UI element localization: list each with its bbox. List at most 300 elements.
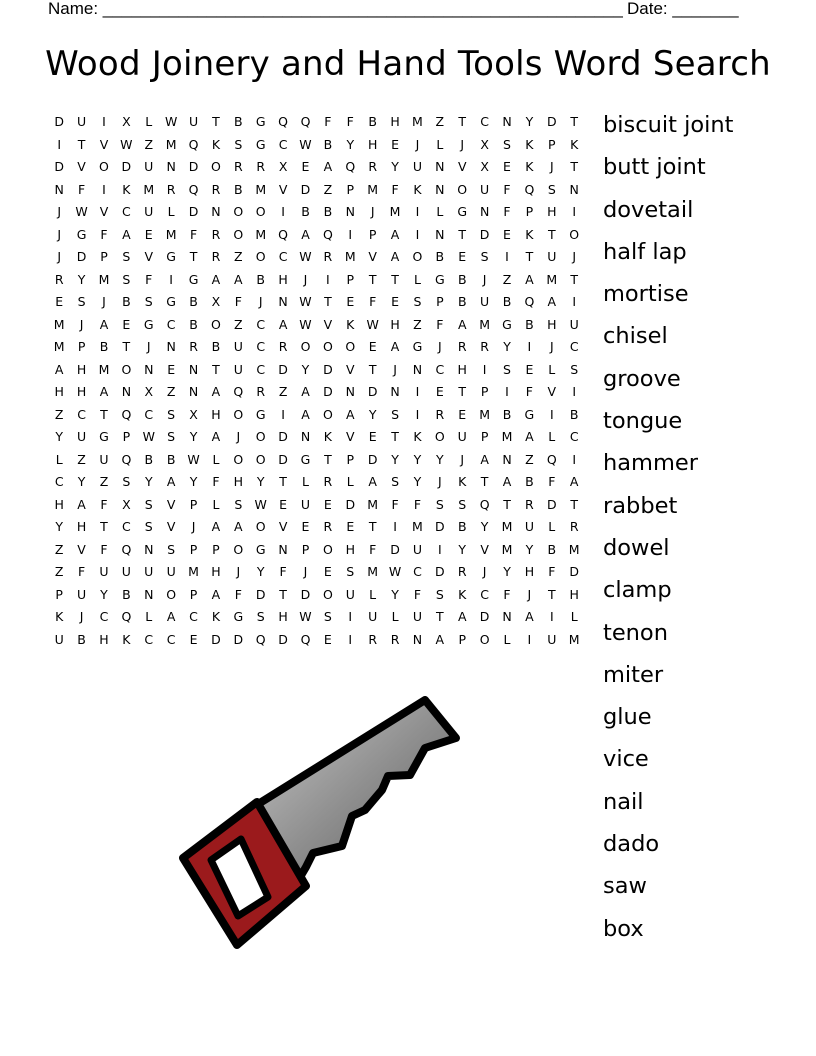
grid-letter: N <box>502 609 512 624</box>
grid-letter: F <box>77 181 86 197</box>
grid-letter: S <box>391 406 400 422</box>
grid-letter: Z <box>413 316 422 332</box>
grid-letter: L <box>548 519 556 534</box>
grid-letter: J <box>57 249 62 264</box>
grid-letter: N <box>54 181 64 197</box>
grid-letter: O <box>233 406 244 422</box>
grid-letter: Y <box>100 586 108 602</box>
grid-letter: P <box>525 204 534 219</box>
grid-letter: O <box>233 226 244 242</box>
word-list-item: dowel <box>603 534 670 561</box>
grid-letter: L <box>503 631 511 647</box>
grid-letter: T <box>570 271 578 287</box>
grid-letter: Y <box>301 361 310 377</box>
grid-letter: V <box>480 541 489 557</box>
word-list-item: dado <box>603 831 660 858</box>
grid-letter: I <box>281 204 285 219</box>
grid-letter: D <box>278 451 288 467</box>
grid-letter: N <box>278 541 288 557</box>
grid-letter: V <box>457 159 467 174</box>
grid-letter: F <box>503 586 511 602</box>
grid-letter: J <box>303 271 308 287</box>
grid-letter: I <box>348 609 353 624</box>
grid-letter: U <box>188 114 199 129</box>
grid-letter: D <box>188 159 199 174</box>
grid-letter: J <box>393 361 397 377</box>
grid-letter: N <box>300 429 311 444</box>
grid-letter: L <box>548 361 556 377</box>
grid-letter: E <box>503 159 511 174</box>
grid-letter: Q <box>188 181 199 197</box>
grid-letter: F <box>525 384 533 399</box>
grid-letter: V <box>345 361 355 377</box>
grid-letter: V <box>99 136 109 152</box>
grid-letter: R <box>368 631 377 647</box>
grid-letter: Q <box>345 159 356 174</box>
grid-letter: Q <box>255 631 266 647</box>
grid-letter: E <box>525 361 534 377</box>
grid-letter: E <box>323 496 332 512</box>
grid-letter: N <box>144 361 154 377</box>
grid-letter: G <box>188 271 199 287</box>
grid-letter: W <box>299 136 312 152</box>
grid-letter: L <box>346 474 354 489</box>
grid-row <box>48 203 585 226</box>
grid-letter: I <box>527 631 532 647</box>
grid-letter: E <box>368 429 377 444</box>
grid-letter: B <box>301 204 310 219</box>
grid-letter: Q <box>322 226 333 242</box>
grid-letter: Z <box>525 451 534 467</box>
grid-letter: U <box>300 496 311 512</box>
grid-letter: A <box>435 631 445 647</box>
grid-letter: F <box>189 226 198 242</box>
grid-letter: O <box>166 586 177 602</box>
grid-letter: E <box>301 519 310 534</box>
grid-letter: T <box>391 271 399 287</box>
grid-letter: J <box>482 564 487 579</box>
grid-letter: M <box>568 631 580 647</box>
grid-letter: P <box>189 586 198 602</box>
grid-letter: R <box>211 226 221 242</box>
grid-letter: C <box>144 406 154 422</box>
grid-letter: A <box>502 474 512 489</box>
grid-letter: T <box>368 271 377 287</box>
grid-letter: S <box>167 429 176 444</box>
grid-letter: O <box>121 361 132 377</box>
grid-row <box>48 226 585 249</box>
grid-letter: Q <box>524 181 535 197</box>
grid-letter: C <box>77 406 86 422</box>
grid-letter: C <box>256 361 266 377</box>
grid-letter: U <box>547 631 557 647</box>
grid-letter: P <box>346 451 355 467</box>
grid-letter: E <box>189 631 198 647</box>
grid-row <box>48 518 585 541</box>
grid-letter: Q <box>121 609 132 624</box>
grid-letter: L <box>212 496 220 512</box>
grid-letter: S <box>122 474 131 489</box>
grid-letter: S <box>547 181 556 197</box>
grid-letter: E <box>122 316 131 332</box>
grid-letter: M <box>367 564 379 579</box>
grid-letter: Y <box>256 564 265 579</box>
grid-letter: D <box>76 249 87 264</box>
grid-letter: W <box>388 564 402 579</box>
grid-row <box>48 563 585 586</box>
grid-letter: A <box>234 271 243 287</box>
grid-letter: R <box>256 384 266 399</box>
grid-letter: A <box>54 361 64 377</box>
grid-letter: I <box>281 406 285 422</box>
grid-letter: U <box>144 204 154 219</box>
word-list-item: tenon <box>603 619 668 646</box>
grid-row <box>48 586 585 609</box>
grid-letter: Z <box>234 249 243 264</box>
grid-letter: E <box>435 384 444 399</box>
grid-letter: U <box>144 159 154 174</box>
grid-letter: N <box>278 294 288 309</box>
grid-letter: W <box>299 294 312 309</box>
grid-letter: N <box>435 159 445 174</box>
grid-letter: Q <box>278 114 289 129</box>
grid-letter: A <box>166 474 176 489</box>
grid-letter: A <box>390 226 400 242</box>
grid-letter: B <box>122 294 131 309</box>
grid-letter: R <box>457 564 467 579</box>
grid-letter: O <box>255 519 266 534</box>
grid-letter: L <box>212 451 220 467</box>
grid-letter: V <box>278 519 288 534</box>
grid-letter: D <box>300 586 311 602</box>
grid-letter: L <box>391 609 399 624</box>
grid-letter: B <box>234 181 243 197</box>
grid-letter: J <box>79 316 84 332</box>
grid-letter: T <box>324 294 332 309</box>
grid-letter: L <box>413 271 421 287</box>
grid-letter: A <box>368 474 377 489</box>
grid-letter: M <box>344 249 356 264</box>
grid-letter: S <box>122 249 131 264</box>
grid-letter: J <box>437 339 442 354</box>
grid-letter: T <box>391 429 399 444</box>
grid-letter: I <box>326 271 330 287</box>
grid-letter: B <box>323 136 333 152</box>
grid-letter: A <box>345 406 355 422</box>
grid-letter: Z <box>323 181 333 197</box>
grid-letter: U <box>547 249 557 264</box>
grid-letter: C <box>278 136 288 152</box>
grid-letter: O <box>233 451 244 467</box>
grid-letter: Q <box>188 136 199 152</box>
grid-letter: E <box>144 226 153 242</box>
grid-letter: D <box>569 564 579 579</box>
grid-row <box>48 451 585 474</box>
grid-letter: S <box>234 136 243 152</box>
grid-letter: I <box>549 609 554 624</box>
grid-letter: R <box>480 339 489 354</box>
grid-letter: R <box>368 159 377 174</box>
grid-row <box>48 541 585 564</box>
grid-letter: L <box>570 609 578 624</box>
grid-letter: M <box>165 226 177 242</box>
grid-letter: K <box>525 136 534 152</box>
grid-letter: T <box>189 249 198 264</box>
grid-letter: A <box>525 271 534 287</box>
grid-letter: W <box>254 496 267 512</box>
grid-letter: N <box>166 159 176 174</box>
grid-letter: N <box>435 181 445 197</box>
grid-letter: T <box>279 474 287 489</box>
grid-letter: M <box>501 519 513 534</box>
grid-letter: P <box>368 226 377 242</box>
grid-letter: T <box>547 586 556 602</box>
grid-letter: E <box>458 406 467 422</box>
grid-letter: D <box>278 429 288 444</box>
grid-letter: J <box>572 249 577 264</box>
grid-letter: S <box>234 496 243 512</box>
grid-letter: Z <box>99 474 109 489</box>
grid-letter: C <box>144 631 154 647</box>
grid-letter: Y <box>256 474 265 489</box>
grid-letter: D <box>188 204 199 219</box>
grid-letter: P <box>346 181 355 197</box>
grid-letter: V <box>99 204 109 219</box>
grid-letter: O <box>412 249 423 264</box>
grid-letter: F <box>145 271 153 287</box>
word-list-item: rabbet <box>603 492 678 519</box>
grid-letter: D <box>435 519 445 534</box>
grid-letter: D <box>479 226 490 242</box>
grid-letter: S <box>122 271 131 287</box>
grid-letter: Q <box>121 451 132 467</box>
grid-letter: W <box>299 609 312 624</box>
grid-letter: T <box>100 406 108 422</box>
grid-row <box>48 428 585 451</box>
grid-letter: G <box>255 406 266 422</box>
grid-row <box>48 383 585 406</box>
grid-letter: I <box>415 226 420 242</box>
grid-letter: A <box>301 226 310 242</box>
grid-letter: T <box>122 339 131 354</box>
grid-letter: I <box>415 384 420 399</box>
grid-letter: R <box>457 339 467 354</box>
grid-letter: B <box>166 451 176 467</box>
grid-letter: P <box>55 586 63 602</box>
grid-letter: C <box>480 586 489 602</box>
grid-letter: P <box>301 541 310 557</box>
grid-letter: S <box>458 496 467 512</box>
grid-letter: T <box>212 361 220 377</box>
grid-letter: B <box>502 406 512 422</box>
grid-letter: M <box>255 226 267 242</box>
grid-row <box>48 248 585 271</box>
grid-letter: R <box>323 249 333 264</box>
grid-letter: N <box>502 451 512 467</box>
grid-letter: A <box>547 294 557 309</box>
grid-letter: O <box>255 249 266 264</box>
grid-letter: O <box>322 541 333 557</box>
grid-letter: M <box>98 271 110 287</box>
grid-letter: C <box>122 204 131 219</box>
grid-row <box>48 361 585 384</box>
grid-letter: T <box>324 451 332 467</box>
grid-letter: L <box>548 429 556 444</box>
grid-letter: W <box>366 316 379 332</box>
grid-letter: K <box>525 226 534 242</box>
grid-letter: R <box>211 249 221 264</box>
grid-row <box>48 608 585 631</box>
grid-letter: Y <box>525 114 534 129</box>
grid-letter: S <box>167 406 176 422</box>
grid-letter: B <box>457 294 467 309</box>
grid-letter: M <box>546 271 558 287</box>
grid-letter: T <box>458 114 467 129</box>
grid-letter: B <box>189 316 198 332</box>
page-title: Wood Joinery and Hand Tools Word Search <box>45 44 771 84</box>
word-list-item: biscuit joint <box>603 112 734 138</box>
grid-letter: H <box>54 496 64 512</box>
grid-letter: C <box>189 609 198 624</box>
grid-letter: Z <box>435 114 445 129</box>
grid-letter: Y <box>503 564 511 579</box>
grid-letter: Y <box>458 541 467 557</box>
grid-letter: U <box>77 429 87 444</box>
grid-letter: B <box>77 631 86 647</box>
grid-letter: M <box>98 361 110 377</box>
grid-letter: A <box>211 271 221 287</box>
grid-letter: X <box>122 114 131 129</box>
grid-letter: C <box>569 429 579 444</box>
word-list-item: chisel <box>603 323 668 350</box>
grid-letter: F <box>279 564 287 579</box>
word-list-item: nail <box>603 788 644 815</box>
grid-letter: C <box>99 609 109 624</box>
grid-letter: T <box>547 226 556 242</box>
grid-letter: N <box>188 361 199 377</box>
grid-letter: M <box>143 181 155 197</box>
grid-letter: F <box>413 586 422 602</box>
grid-letter: Z <box>502 271 512 287</box>
grid-letter: M <box>53 316 65 332</box>
grid-letter: N <box>412 361 423 377</box>
grid-letter: P <box>436 294 444 309</box>
grid-letter: T <box>279 586 287 602</box>
grid-letter: A <box>211 586 221 602</box>
grid-letter: O <box>322 586 333 602</box>
grid-letter: L <box>369 586 377 602</box>
grid-letter: P <box>212 541 220 557</box>
word-list-item: box <box>603 915 644 942</box>
grid-letter: B <box>525 316 534 332</box>
grid-letter: N <box>569 181 579 197</box>
grid-letter: D <box>479 609 490 624</box>
grid-letter: B <box>457 271 467 287</box>
grid-letter: N <box>121 384 132 399</box>
grid-letter: O <box>322 339 333 354</box>
grid-letter: C <box>413 564 422 579</box>
grid-letter: G <box>300 451 311 467</box>
grid-row <box>48 338 585 361</box>
grid-letter: I <box>437 541 442 557</box>
grid-letter: H <box>233 474 244 489</box>
grid-letter: M <box>479 406 491 422</box>
grid-letter: F <box>548 564 556 579</box>
grid-letter: W <box>75 204 88 219</box>
grid-letter: H <box>367 136 378 152</box>
grid-letter: G <box>166 294 176 309</box>
grid-letter: J <box>460 136 465 152</box>
grid-letter: H <box>76 519 87 534</box>
grid-letter: S <box>346 564 355 579</box>
grid-letter: X <box>480 136 489 152</box>
grid-letter: D <box>278 361 288 377</box>
grid-letter: B <box>211 339 221 354</box>
grid-letter: B <box>569 406 579 422</box>
grid-letter: A <box>301 406 310 422</box>
grid-letter: O <box>345 339 356 354</box>
grid-letter: Q <box>121 406 132 422</box>
grid-letter: B <box>502 294 512 309</box>
grid-letter: U <box>77 114 87 129</box>
grid-letter: W <box>164 114 178 129</box>
grid-letter: D <box>435 564 445 579</box>
grid-letter: V <box>323 316 333 332</box>
grid-letter: R <box>323 474 333 489</box>
word-list-item: glue <box>603 704 652 731</box>
grid-letter: G <box>233 609 244 624</box>
grid-letter: J <box>303 564 308 579</box>
grid-letter: A <box>211 429 221 444</box>
word-list-item: tongue <box>603 408 683 435</box>
grid-letter: N <box>345 204 355 219</box>
grid-letter: H <box>278 271 288 287</box>
grid-letter: H <box>278 609 288 624</box>
grid-letter: S <box>503 361 511 377</box>
grid-letter: S <box>77 294 86 309</box>
grid-letter: L <box>167 204 175 219</box>
grid-letter: U <box>412 609 423 624</box>
grid-letter: S <box>435 586 444 602</box>
grid-letter: R <box>166 181 176 197</box>
grid-letter: R <box>435 406 445 422</box>
grid-letter: N <box>390 384 400 399</box>
grid-letter: C <box>278 249 288 264</box>
grid-letter: Q <box>121 541 132 557</box>
grid-letter: E <box>323 564 332 579</box>
grid-letter: S <box>144 294 153 309</box>
grid-letter: X <box>144 384 154 399</box>
grid-letter: B <box>144 451 154 467</box>
grid-letter: J <box>482 271 487 287</box>
grid-letter: U <box>524 519 534 534</box>
grid-letter: E <box>301 159 310 174</box>
grid-letter: B <box>99 339 109 354</box>
grid-letter: Q <box>233 384 244 399</box>
name-field: Name: _______________________________________________________ <box>48 0 623 18</box>
grid-letter: Z <box>54 564 64 579</box>
grid-letter: H <box>345 541 355 557</box>
grid-letter: J <box>549 339 554 354</box>
grid-letter: G <box>143 316 154 332</box>
grid-letter: L <box>436 204 444 219</box>
grid-row <box>48 316 585 339</box>
grid-letter: G <box>255 114 266 129</box>
grid-letter: E <box>346 294 355 309</box>
grid-letter: C <box>166 316 176 332</box>
grid-letter: D <box>233 631 244 647</box>
grid-letter: J <box>146 339 151 354</box>
